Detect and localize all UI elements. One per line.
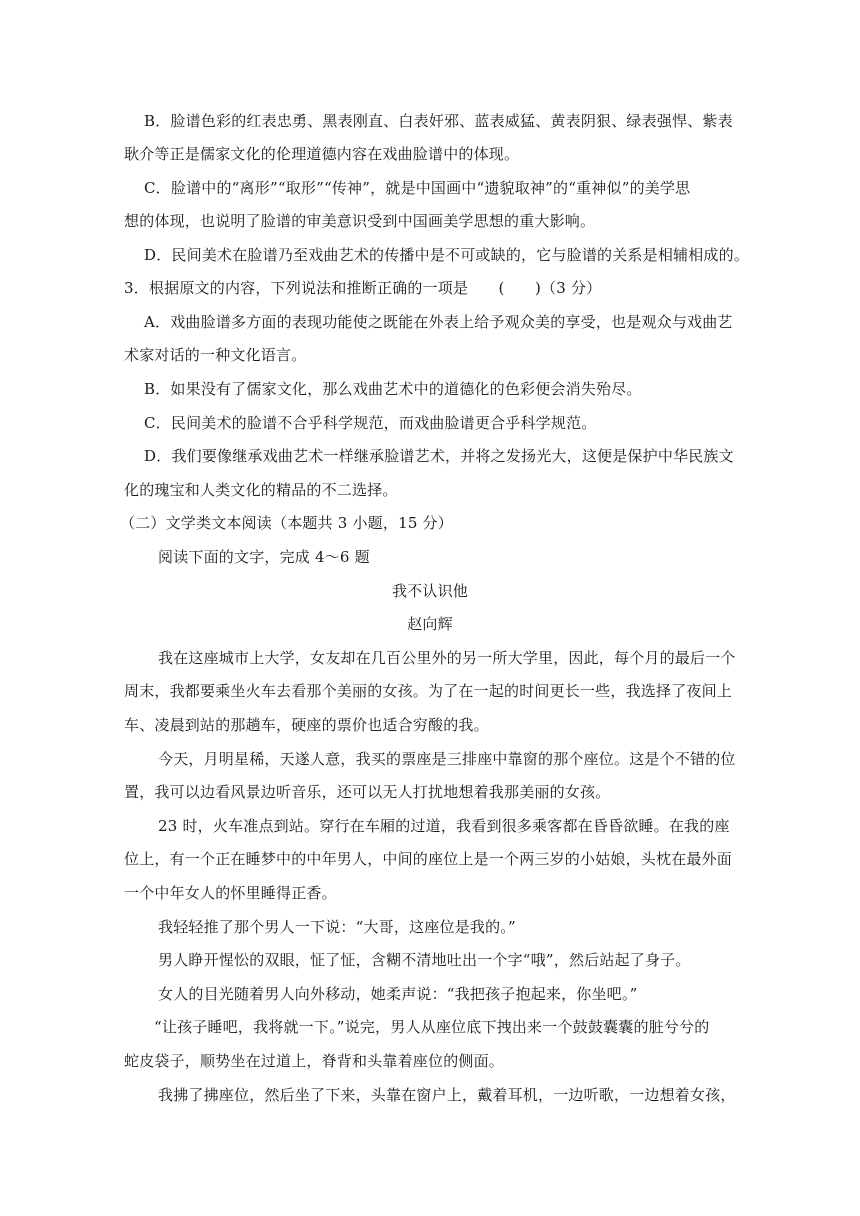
story-p3-line1: 23 时，火车准点到站。穿行在车厢的过道，我看到很多乘客都在昏昏欲睡。在我的座 — [158, 817, 730, 835]
story-p3-line3: 一个中年女人的怀里睡得正香。 — [124, 884, 337, 902]
q3-option-a-line2: 术家对话的一种文化语言。 — [124, 346, 307, 364]
story-p6-line1: 女人的目光随着男人向外移动，她柔声说：“我把孩子抱起来，你坐吧。” — [158, 985, 638, 1003]
q3-option-c-line1: C．民间美术的脸谱不合乎科学规范，而戏曲脸谱更合乎科学规范。 — [144, 414, 597, 432]
story-title: 我不认识他 — [391, 582, 468, 600]
q3-option-d-line1: D．我们要像继承戏曲艺术一样继承脸谱艺术，并将之发扬光大，这便是保护中华民族文 — [144, 447, 734, 465]
story-p2-line1: 今天，月明星稀，天遂人意，我买的票座是三排座中靠窗的那个座位。这是个不错的位 — [158, 750, 736, 768]
q3-option-b-line1: B．如果没有了儒家文化，那么戏曲艺术中的道德化的色彩便会消失殆尽。 — [144, 380, 642, 398]
story-p5-line1: 男人睁开惺忪的双眼，怔了怔，含糊不清地吐出一个字“哦”，然后站起了身子。 — [158, 951, 691, 969]
q3-stem: 3．根据原文的内容，下列说法和推断正确的一项是 ( )（3 分） — [124, 279, 602, 297]
story-p8-line1: 我拂了拂座位，然后坐了下来，头靠在窗户上，戴着耳机，一边听歌，一边想着女孩， — [158, 1086, 736, 1104]
q3-option-d-line2: 化的瑰宝和人类文化的精品的不二选择。 — [124, 481, 398, 499]
q3-option-a-line1: A．戏曲脸谱多方面的表现功能使之既能在外表上给予观众美的享受，也是观众与戏曲艺 — [144, 313, 733, 331]
story-p7-line2: 蛇皮袋子，顺势坐在过道上，脊背和头靠着座位的侧面。 — [124, 1052, 505, 1070]
q2-option-b-line2: 耿介等正是儒家文化的伦理道德内容在戏曲脸谱中的体现。 — [124, 145, 520, 163]
q2-option-b-line1: B．脸谱色彩的红表忠勇、黑表刚直、白表奸邪、蓝表威猛、黄表阴狠、绿表强悍、紫表 — [144, 112, 733, 130]
section2-heading: （二）文学类文本阅读（本题共 3 小题，15 分） — [120, 514, 453, 532]
story-p4-line1: 我轻轻推了那个男人一下说：“大哥，这座位是我的。” — [158, 918, 516, 936]
story-p7-line1: “让孩子睡吧，我将就一下。”说完，男人从座位底下拽出来一个鼓鼓囊囊的脏兮兮的 — [154, 1018, 710, 1036]
story-p1-line1: 我在这座城市上大学，女友却在几百公里外的另一所大学里，因此，每个月的最后一个 — [158, 649, 736, 667]
section2-instruction: 阅读下面的文字，完成 4～6 题 — [158, 548, 370, 566]
story-p3-line2: 位上，有一个正在睡梦中的中年男人，中间的座位上是一个两三岁的小姑娘，头枕在最外面 — [124, 850, 733, 868]
story-p2-line2: 置，我可以边看风景边听音乐，还可以无人打扰地想着我那美丽的女孩。 — [124, 783, 611, 801]
story-p1-line3: 车、凌晨到站的那趟车，硬座的票价也适合穷酸的我。 — [124, 716, 489, 734]
q2-option-d-line1: D．民间美术在脸谱乃至戏曲艺术的传播中是不可或缺的，它与脸谱的关系是相辅相成的。 — [144, 246, 750, 264]
q2-option-c-line2: 想的体现，也说明了脸谱的审美意识受到中国画美学思想的重大影响。 — [124, 212, 596, 230]
story-author: 赵向辉 — [407, 615, 453, 633]
story-p1-line2: 周末，我都要乘坐火车去看那个美丽的女孩。为了在一起的时间更长一些，我选择了夜间上 — [124, 682, 733, 700]
q2-option-c-line1: C．脸谱中的“离形”“取形”“传神”，就是中国画中“遗貌取神”的“重神似”的美学思 — [144, 179, 691, 197]
